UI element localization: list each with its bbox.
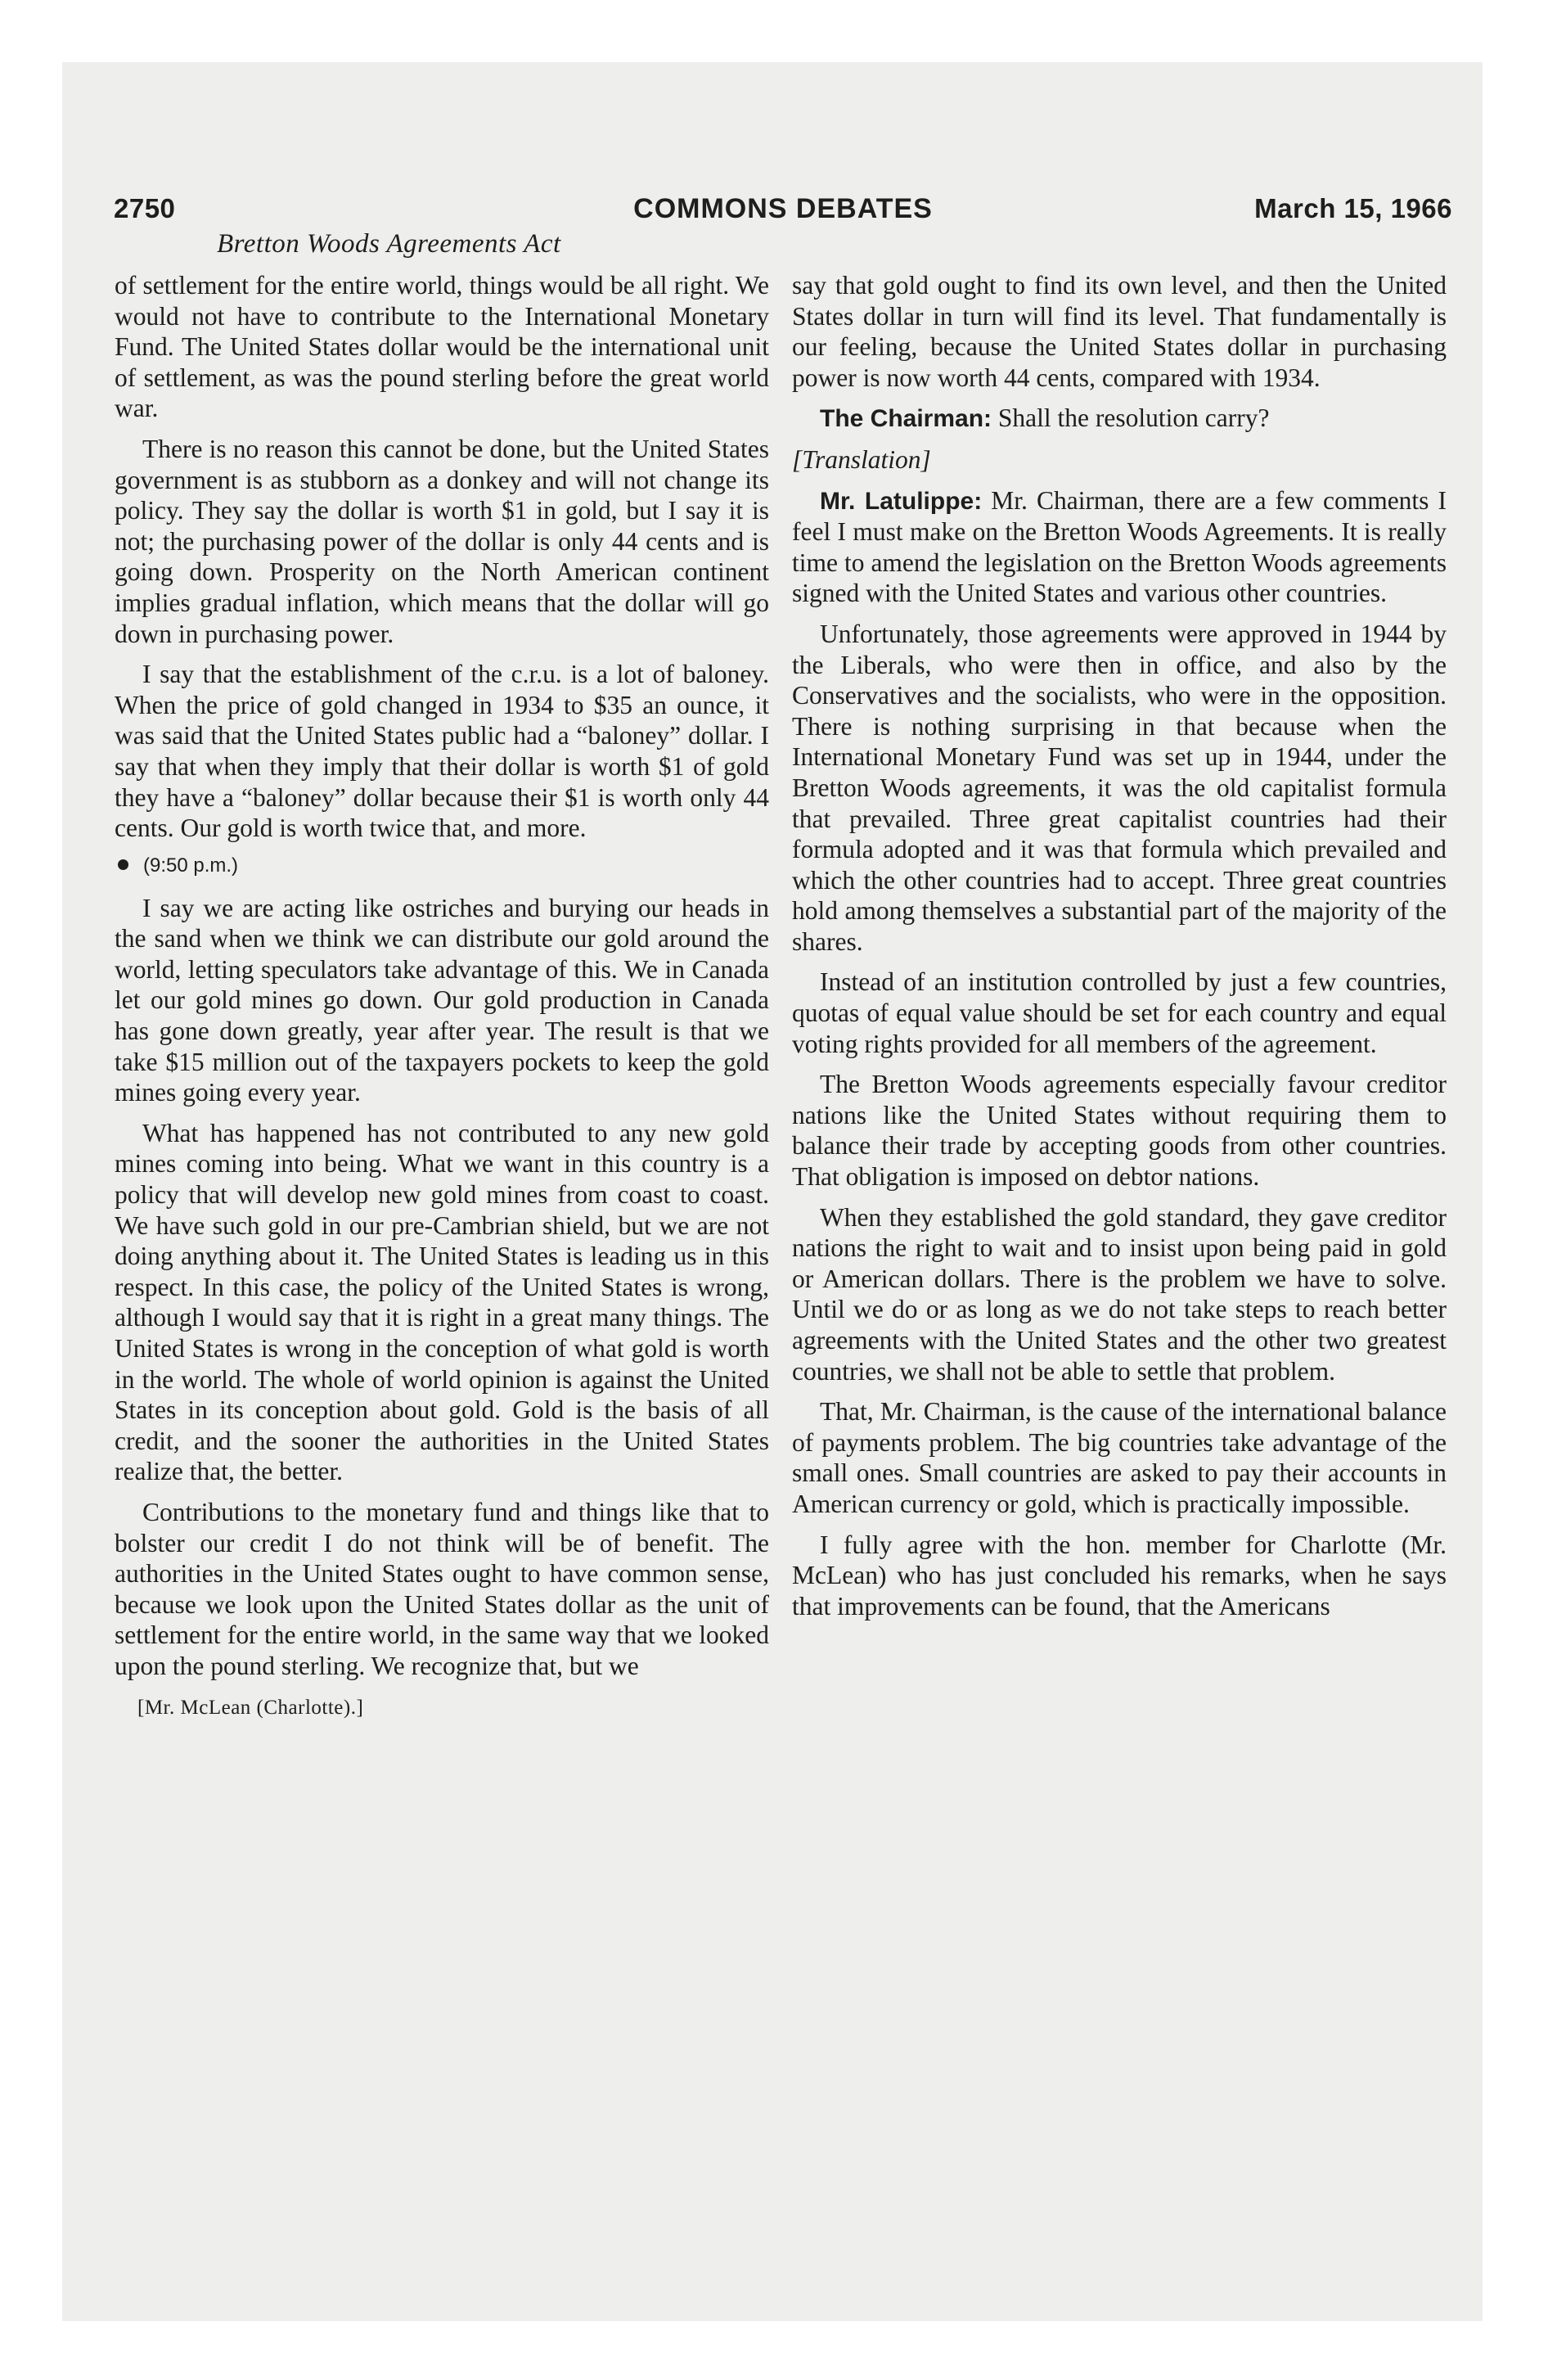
paragraph: There is no reason this cannot be done, but the United States government is as stubborn as a donkey and will not change its policy. They say the dollar is worth $1 in gold, but I say it is not; the purchasing power of the dollar is only 44 cents and is going down. Prosperity on the North American continent implies gradual inflation, which means that the dollar will go down in purchasing power. — [115, 434, 769, 648]
paragraph: Instead of an institution controlled by just a few countries, quotas of equal value should be set for each country and equal voting rights provided for all members of the agreement. — [792, 967, 1447, 1058]
timestamp — [115, 854, 769, 878]
left-column — [115, 270, 769, 1692]
paragraph: of settlement for the entire world, things would be all right. We would not have to contribute to the International Monetary Fund. The United States dollar would be the international unit of settlement, as was the pound sterling before the great world war. — [115, 271, 769, 423]
translation-note: [Translation] — [792, 444, 931, 474]
paragraph: say that gold ought to find its own level, and then the United States dollar in turn will find its level. That fundamentally is our feeling, because the United States dollar in purchasing power is now worth 44 cents, compared with 1934. — [792, 271, 1447, 392]
running-head: Bretton Woods Agreements Act — [217, 229, 561, 259]
paragraph: Contributions to the monetary fund and things like that to bolster our credit I do not think will be of benefit. The authorities in the United States ought to have common sense, because we look upon the United States dollar as the unit of settlement for the entire world, in the same way that we looked upon the pound sterling. We recognize that, but we — [115, 1497, 769, 1680]
bullet-icon — [118, 859, 128, 870]
page-footer: [Mr. McLean (Charlotte).] — [137, 1697, 364, 1719]
paragraph: I say that the establishment of the c.r.u. is a lot of baloney. When the price of gold changed in 1934 to $35 an ounce, it was said that the United States public had a “baloney” dollar. I say that when they imply that their dollar is worth $1 of gold they have a “baloney” dollar because their $1 is worth only 44 cents. Our gold is worth twice that, and more. — [115, 660, 769, 843]
page-date: March 15, 1966 — [1254, 193, 1452, 223]
speech-text: Shall the resolution carry? — [997, 403, 1270, 433]
paragraph: That, Mr. Chairman, is the cause of the international balance of payments problem. The big countries take advantage of the small ones. Small countries are asked to pay their accounts in American currency or gold, which is practically impossible. — [792, 1397, 1447, 1518]
paragraph: What has happened has not contributed to any new gold mines coming into being. What we want in this country is a policy that will develop new gold mines from coast to coast. We have such gold in our pre-Cambrian shield, but we are not doing anything about it. The United States is leading us in this respect. In this case, the policy of the United States is wrong, although I would say that it is right in a great many things. The United States is wrong in the conception of what gold is worth in the world. The whole of world opinion is against the United States in its conception about gold. Gold is the basis of all credit, and the sooner the authorities in the United States realize that, the better. — [115, 1118, 769, 1486]
speaker-name: The Chairman: — [820, 405, 992, 433]
speech-chairman — [792, 403, 1447, 435]
timestamp-text: (9:50 p.m.) — [143, 854, 239, 877]
paragraph: I fully agree with the hon. member for Charlotte (Mr. McLean) who has just concluded his remarks, when he says that improvements can be found, that the Americans — [792, 1530, 1447, 1620]
right-column — [792, 270, 1447, 1631]
paragraph: The Bretton Woods agreements especially favour creditor nations like the United States without requiring them to balance their trade by accepting goods from other countries. That obligation is imposed on debtor nations. — [792, 1070, 1447, 1192]
speech-text: Mr. Chairman, there are a few comments I feel I must make on the Bretton Woods Agreements. It is really time to amend the legislation on the Bretton Woods agreements signed with the United States and various other countries. — [792, 485, 1447, 608]
publication-title: COMMONS DEBATES — [633, 193, 933, 224]
speaker-name: Mr. Latulippe: — [820, 487, 983, 515]
speech-latulippe — [792, 485, 1447, 609]
paragraph: I say we are acting like ostriches and burying our heads in the sand when we think we can distribute our gold around the world, letting speculators take advantage of this. We in Canada let our gold mines go down. Our gold production in Canada has gone down greatly, year after year. The result is that we take $15 million out of the taxpayers pockets to keep the gold mines going every year. — [115, 893, 769, 1107]
paragraph: Unfortunately, those agreements were approved in 1944 by the Liberals, who were then in office, and also by the Conservatives and the socialists, who were in the opposition. There is nothing surprising in that because when the International Monetary Fund was set up in 1944, under the Bretton Woods agreements, it was the old capitalist formula that prevailed. Three great capitalist countries had their formula adopted and it was that formula which prevailed and which the other countries had to accept. Three great countries hold among themselves a substantial part of the majority of the shares. — [792, 619, 1447, 956]
page-number: 2750 — [114, 193, 176, 223]
paragraph: When they established the gold standard, they gave creditor nations the right to wait and to insist upon being paid in gold or American dollars. There is the problem we have to solve. Until we do or as long as we do not take steps to reach better agreements with the United States and the other two greatest countries, we shall not be able to settle that problem. — [792, 1202, 1447, 1386]
